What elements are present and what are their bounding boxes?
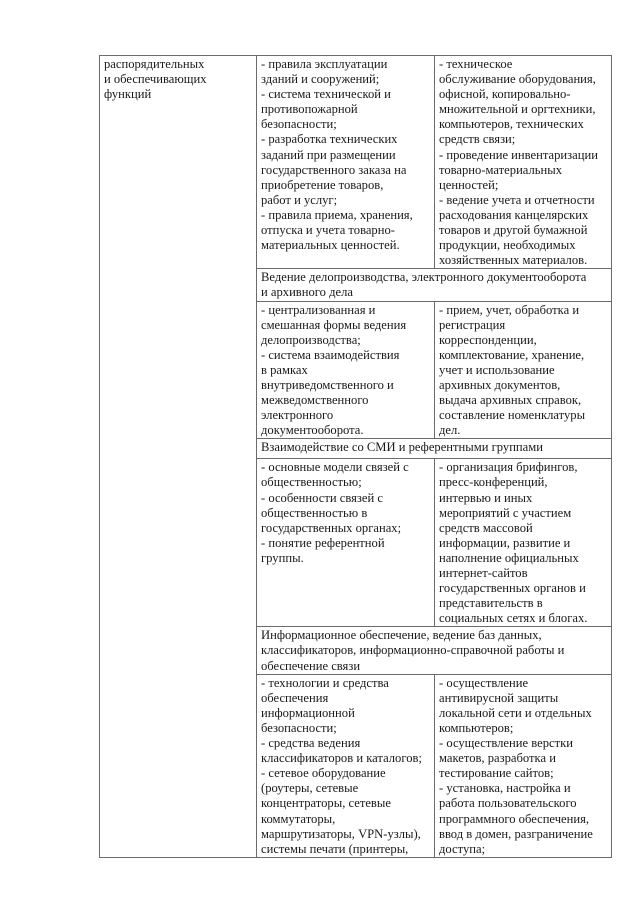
text-line: - осуществление [439,675,529,690]
text-line: - технологии и средства [261,675,389,690]
knowledge-cell [257,56,435,269]
text-line: - правила приема, хранения, [261,207,413,222]
text-line: работа пользовательского [439,796,577,811]
text-line: государственных органах; [261,520,402,535]
text-line: - особенности связей с [261,490,383,505]
text-line: - установка, настройка и [439,781,571,796]
text-line: расходования канцелярских [439,207,589,222]
text-line: маршрутизаторы, VPN-узлы), [261,826,421,841]
text-line: выдача архивных справок, [439,393,582,408]
text-line: информационной [261,705,355,720]
text-line: межведомственного [261,393,369,408]
text-line: безопасности; [261,117,337,132]
text-line: - организация брифингов, [439,460,578,475]
text-line: множительной и оргтехники, [439,102,596,117]
text-line: интернет-сайтов [439,566,528,580]
competency-table [99,55,612,858]
text-line: архивных документов, [439,377,561,392]
text-line: отпуска и учета товарно- [261,223,395,238]
text-line: обеспечение связи [261,658,361,673]
text-line: работ и услуг; [261,192,338,207]
text-line: товарно-материальных [439,162,563,177]
text-line: государственных органов и [439,581,586,596]
knowledge-cell [257,674,435,857]
text-line: распорядительных [104,57,205,71]
text-line: продукции, необходимых [439,238,576,253]
text-line: Информационное обеспечение, ведение баз данных, [261,628,542,643]
text-line: офисной, копировально- [439,87,571,102]
text-line: системы печати (принтеры, [261,841,409,856]
text-line: средств связи; [439,132,516,147]
text-line: группы. [261,550,304,565]
text-line: классификаторов, информационно-справочной работы и [261,643,565,658]
text-line: представительств в [439,596,543,611]
section-heading-media [257,439,612,459]
text-line: дел. [439,423,461,438]
text-line: наполнение официальных [439,550,579,565]
text-line: приобретение товаров, [261,177,384,192]
text-line: - система технической и [261,87,391,102]
text-line: тестирование сайтов; [439,766,554,781]
text-line: пресс-конференций, [439,475,548,490]
text-line: комплектование, хранение, [439,347,585,362]
text-line: концентраторы, сетевые [261,796,391,811]
text-line: государственного заказа на [261,162,407,177]
text-line: учет и использование [439,362,555,377]
text-line: функций [104,87,152,102]
text-line: - ведение учета и отчетности [439,192,595,207]
text-line: обслуживание оборудования, [439,72,596,87]
text-line: - средства ведения [261,736,361,751]
text-line: антивирусной защиты [439,690,559,705]
text-line: коммутаторы, [261,811,336,826]
function-area-cell [100,56,257,858]
text-line: регистрация [439,317,506,332]
text-line: документооборота. [261,423,364,438]
section-heading-information [257,627,612,674]
text-line: общественностью; [261,475,362,490]
text-line: корреспонденции, [439,332,537,347]
skills-cell [435,301,612,439]
text-line: зданий и сооружений; [261,72,380,87]
text-line: делопроизводства; [261,332,361,347]
table-row [100,56,612,269]
text-line: информации, развитие и [439,535,571,550]
text-line: - прием, учет, обработка и [439,302,580,317]
text-line: ввод в домен, разграничение [439,826,593,841]
text-line: заданий при размещении [261,147,396,162]
text-line: безопасности; [261,720,337,735]
skills-cell [435,459,612,627]
text-line: ценностей; [439,177,499,192]
text-line: - правила эксплуатации [261,57,388,71]
text-line: в рамках [261,362,308,377]
text-line: общественностью в [261,505,368,520]
text-line: товаров и другой бумажной [439,223,588,238]
text-line: и обеспечивающих [104,72,207,87]
text-line: компьютеров, технических [439,117,584,132]
text-line: - основные модели связей с [261,460,409,475]
skills-cell [435,674,612,857]
text-line: противопожарной [261,102,358,117]
text-line: составление номенклатуры [439,408,586,423]
text-line: хозяйственных материалов. [439,253,588,268]
text-line: интервью и иных [439,490,533,505]
text-line: - понятие референтной [261,535,385,550]
text-line: мероприятий с участием [439,505,572,520]
section-heading-records [257,269,612,301]
text-line: локальной сети и отдельных [439,705,592,720]
text-line: - разработка технических [261,132,398,147]
text-line: - сетевое оборудование [261,766,386,781]
text-line: и архивного дела [261,285,353,300]
text-line: материальных ценностей. [261,238,400,253]
text-line: средств массовой [439,520,533,535]
skills-cell [435,56,612,269]
text-line: внутриведомственного и [261,377,394,392]
text-line: социальных сетях и блогах. [439,611,588,626]
knowledge-cell [257,459,435,627]
text-line: классификаторов и каталогов; [261,751,422,766]
text-line: программного обеспечения, [439,811,590,826]
text-line: - централизованная и [261,302,376,317]
text-line: Ведение делопроизводства, электронного документооборота [261,270,587,285]
text-line: - проведение инвентаризации [439,147,598,162]
text-line: доступа; [439,841,486,856]
text-line: смешанная формы ведения [261,317,407,332]
knowledge-cell [257,301,435,439]
text-line: Взаимодействие со СМИ и референтными группами [261,440,543,455]
text-line: - техническое [439,57,513,71]
text-line: обеспечения [261,690,329,705]
text-line: макетов, разработка и [439,751,556,766]
text-line: - осуществление верстки [439,736,573,751]
text-line: (роутеры, сетевые [261,781,359,796]
text-line: - система взаимодействия [261,347,400,362]
text-line: электронного [261,408,334,423]
text-line: компьютеров; [439,720,514,735]
